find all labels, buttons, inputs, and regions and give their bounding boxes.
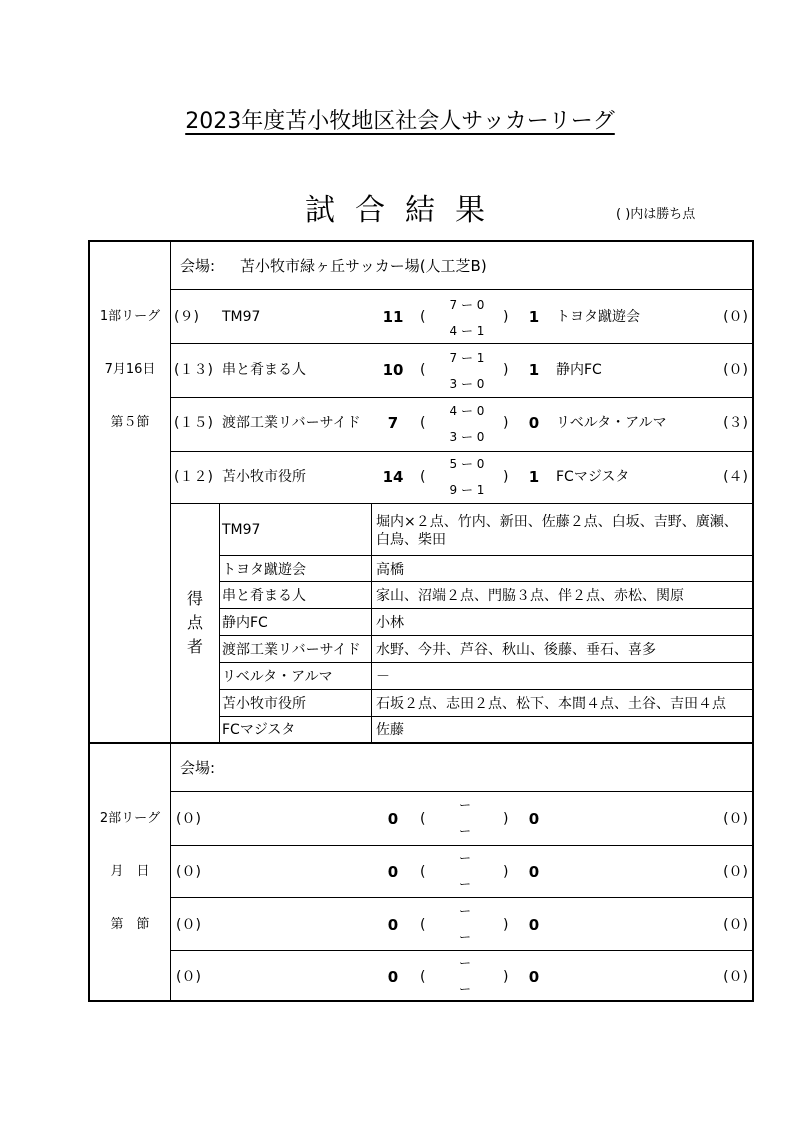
home-points: (０) — [176, 811, 201, 827]
open-paren: ( — [420, 969, 426, 985]
away-points: (３) — [723, 415, 748, 431]
second-half-score: ー — [458, 877, 471, 891]
close-paren: ) — [503, 811, 509, 827]
away-points: (４) — [723, 469, 748, 485]
close-paren: ) — [503, 917, 509, 933]
league1-venue: 苫小牧市緑ヶ丘サッカー場(人工芝B) — [240, 257, 487, 275]
close-paren: ) — [503, 969, 509, 985]
home-team: 串と肴まる人 — [222, 362, 306, 378]
home-points: (１３) — [174, 362, 213, 378]
scorer-names: 小林 — [376, 615, 404, 631]
scorer-names: 水野、今井、芦谷、秋山、後藤、垂石、喜多 — [376, 642, 656, 658]
first-half-score: ー — [458, 956, 471, 970]
scorers-label: 得 点 者 — [186, 589, 203, 656]
scorer-team: 苫小牧市役所 — [222, 696, 306, 712]
home-team: 苫小牧市役所 — [222, 469, 306, 485]
league1-venue-label: 会場: — [180, 257, 216, 275]
scorer-names: － — [376, 669, 390, 685]
home-points: (１５) — [174, 415, 213, 431]
scorer-names: 堀内×２点、竹内、新田、佐藤２点、白坂、吉野、廣瀬、 — [376, 514, 738, 530]
open-paren: ( — [420, 917, 426, 933]
away-points: (０) — [723, 969, 748, 985]
close-paren: ) — [503, 864, 509, 880]
home-points: (０) — [176, 864, 201, 880]
scorer-team: リベルタ・アルマ — [222, 669, 333, 685]
second-half-score: 4 ー 1 — [449, 324, 485, 338]
league2-venue-label: 会場: — [180, 759, 216, 777]
home-score: 0 — [387, 863, 399, 881]
league1-round: 第５節 — [110, 415, 150, 430]
home-score: 11 — [382, 308, 404, 326]
document-title: 2023年度苫小牧地区社会人サッカーリーグ — [185, 109, 615, 134]
scorer-names: 石坂２点、志田２点、松下、本間４点、土谷、吉田４点 — [376, 696, 726, 712]
scorer-names: 家山、沼端２点、門脇３点、伴２点、赤松、関原 — [376, 588, 684, 604]
away-score: 0 — [528, 916, 540, 934]
points-note: ( )内は勝ち点 — [616, 207, 696, 222]
open-paren: ( — [420, 811, 426, 827]
home-score: 10 — [382, 361, 404, 379]
league1-date: 7月16日 — [104, 362, 156, 377]
away-score: 0 — [528, 810, 540, 828]
home-score: 0 — [387, 968, 399, 986]
open-paren: ( — [420, 415, 426, 431]
scorer-names-continued: 白鳥、柴田 — [376, 532, 446, 548]
away-team: 静内FC — [556, 362, 602, 378]
open-paren: ( — [420, 469, 426, 485]
second-half-score: 3 ー 0 — [449, 377, 485, 391]
away-points: (０) — [723, 864, 748, 880]
away-points: (０) — [723, 917, 748, 933]
away-score: 0 — [528, 968, 540, 986]
away-team: FCマジスタ — [556, 469, 630, 485]
open-paren: ( — [420, 864, 426, 880]
home-points: (０) — [176, 969, 201, 985]
away-team: トヨタ蹴遊会 — [556, 309, 640, 325]
first-half-score: ー — [458, 798, 471, 812]
first-half-score: 7 ー 1 — [449, 351, 485, 365]
open-paren: ( — [420, 362, 426, 378]
second-half-score: ー — [458, 930, 471, 944]
second-half-score: 3 ー 0 — [449, 430, 485, 444]
open-paren: ( — [420, 309, 426, 325]
home-points: (１２) — [174, 469, 213, 485]
first-half-score: ー — [458, 851, 471, 865]
league2-round: 第 節 — [110, 917, 150, 932]
second-half-score: 9 ー 1 — [449, 483, 485, 497]
scorer-names: 高橋 — [376, 562, 404, 578]
first-half-score: 4 ー 0 — [449, 404, 485, 418]
scorer-team: 串と肴まる人 — [222, 588, 306, 604]
away-score: 1 — [528, 361, 540, 379]
league2-date: 月 日 — [110, 864, 150, 879]
close-paren: ) — [503, 309, 509, 325]
first-half-score: 7 ー 0 — [449, 298, 485, 312]
scorer-names: 佐藤 — [376, 722, 404, 738]
away-score: 1 — [528, 308, 540, 326]
league1-label: 1部リーグ — [99, 309, 161, 324]
away-score: 0 — [528, 414, 540, 432]
results-heading: 試合結果 — [305, 193, 505, 228]
home-score: 7 — [387, 414, 399, 432]
first-half-score: 5 ー 0 — [449, 457, 485, 471]
league2-label: 2部リーグ — [99, 811, 161, 826]
home-team: 渡部工業リバーサイド — [222, 415, 361, 431]
away-points: (０) — [723, 309, 748, 325]
second-half-score: ー — [458, 982, 471, 996]
away-points: (０) — [723, 362, 748, 378]
home-score: 14 — [382, 468, 404, 486]
home-score: 0 — [387, 916, 399, 934]
first-half-score: ー — [458, 904, 471, 918]
second-half-score: ー — [458, 824, 471, 838]
away-points: (０) — [723, 811, 748, 827]
close-paren: ) — [503, 362, 509, 378]
away-score: 1 — [528, 468, 540, 486]
scorer-team: 渡部工業リバーサイド — [222, 642, 361, 658]
away-team: リベルタ・アルマ — [556, 415, 667, 431]
home-team: TM97 — [222, 309, 261, 325]
scorer-team: 静内FC — [222, 615, 268, 631]
away-score: 0 — [528, 863, 540, 881]
scorer-team: FCマジスタ — [222, 722, 296, 738]
home-points: (９) — [174, 309, 199, 325]
scorer-team: TM97 — [222, 522, 261, 538]
scorer-team: トヨタ蹴遊会 — [222, 562, 306, 578]
close-paren: ) — [503, 469, 509, 485]
home-score: 0 — [387, 810, 399, 828]
results-table — [88, 240, 754, 1002]
close-paren: ) — [503, 415, 509, 431]
home-points: (０) — [176, 917, 201, 933]
